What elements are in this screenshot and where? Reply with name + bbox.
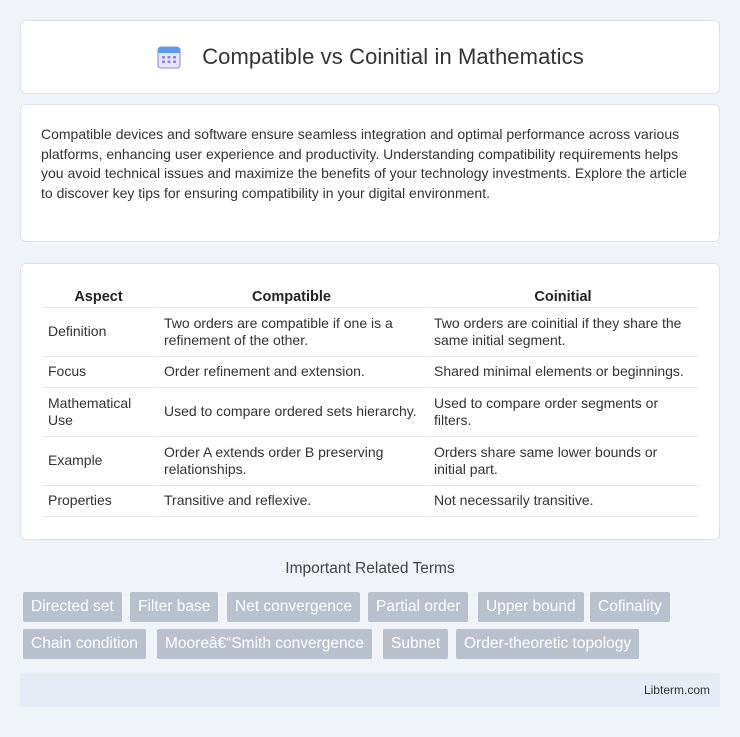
table-row [42,486,698,517]
calendar-icon [156,44,182,70]
table-cell: Orders share same lower bounds or initial part. [428,437,698,486]
table-cell: Order refinement and extension. [158,357,428,388]
footer [20,673,720,707]
related-terms-title: Important Related Terms [285,560,455,577]
tag-chain-condition[interactable]: Chain condition [23,629,146,659]
tag-moore-smith-convergence[interactable]: Mooreâ€“Smith convergence [157,629,372,659]
header-coinitial: Coinitial [428,286,698,308]
table-cell: Definition [42,308,158,357]
header-card [20,20,720,94]
intro-card [20,104,720,242]
tag-directed-set[interactable]: Directed set [23,592,122,622]
table-cell: Not necessarily transitive. [428,486,698,517]
table-cell: Focus [42,357,158,388]
comparison-table-card [20,263,720,540]
page-title: Compatible vs Coinitial in Mathematics [202,44,584,69]
table-row [42,437,698,486]
tag-upper-bound[interactable]: Upper bound [478,592,584,622]
table-cell: Example [42,437,158,486]
intro-text: Compatible devices and software ensure seamless integration and optimal performance across various platforms, enhancing user experience and productivity. Understanding compatibility requirements helps you avoid technical issues and maximize the benefits of your technology investments. Explore the article to discover key tips for ensuring compatibility in your digital environment. [41,126,687,201]
table-row [42,388,698,437]
tag-cofinality[interactable]: Cofinality [590,592,670,622]
table-row [42,308,698,357]
table-cell: Two orders are compatible if one is a refinement of the other. [158,308,428,357]
table-cell: Properties [42,486,158,517]
header-compatible: Compatible [158,286,428,308]
header-aspect: Aspect [42,286,158,308]
comparison-table [42,286,698,517]
tag-subnet[interactable]: Subnet [383,629,448,659]
table-cell: Order A extends order B preserving relationships. [158,437,428,486]
footer-site-link[interactable]: Libterm.com [643,683,710,697]
tag-net-convergence[interactable]: Net convergence [227,592,360,622]
table-cell: Used to compare ordered sets hierarchy. [158,388,428,437]
table-cell: Two orders are coinitial if they share the same initial segment. [428,308,698,357]
table-cell: Mathematical Use [42,388,158,437]
table-cell: Used to compare order segments or filters. [428,388,698,437]
table-cell: Shared minimal elements or beginnings. [428,357,698,388]
tag-filter-base[interactable]: Filter base [130,592,218,622]
tag-order-theoretic-topology[interactable]: Order-theoretic topology [456,629,639,659]
tag-partial-order[interactable]: Partial order [368,592,468,622]
table-row [42,357,698,388]
table-cell: Transitive and reflexive. [158,486,428,517]
table-header-row [42,286,698,308]
